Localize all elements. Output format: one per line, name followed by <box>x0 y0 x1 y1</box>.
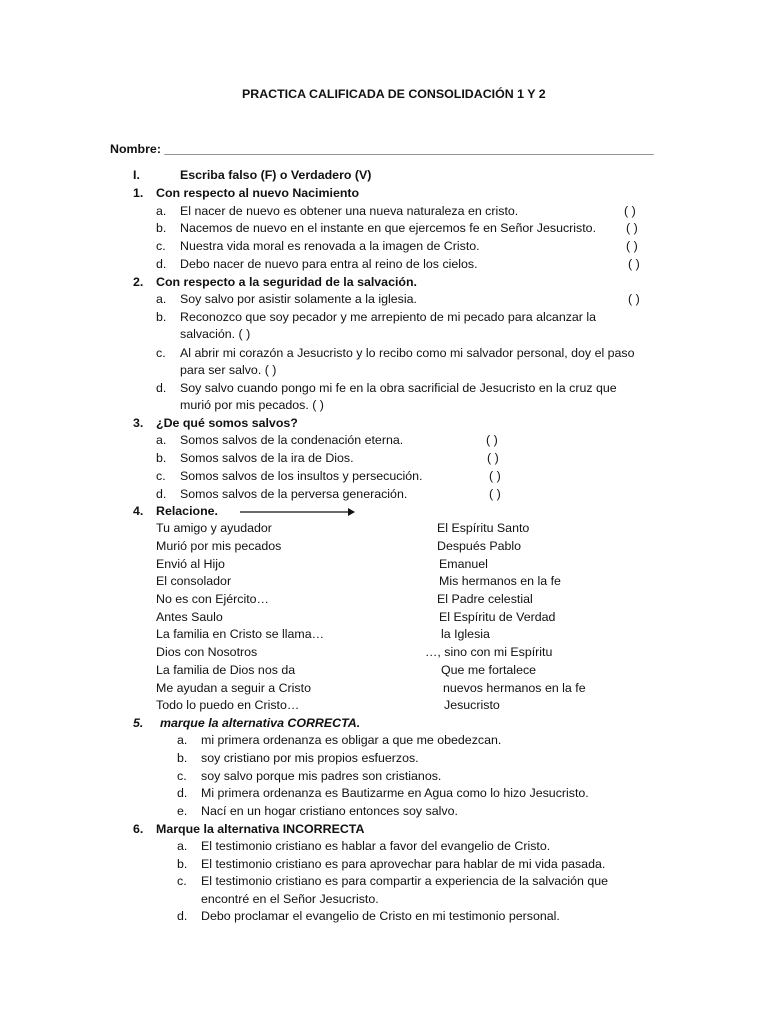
section-instruction: Escriba falso (F) o Verdadero (V) <box>180 168 372 182</box>
match-right-item: Emanuel <box>439 557 488 571</box>
answer-box[interactable]: ( ) <box>487 451 499 465</box>
option-letter: a. <box>177 733 188 747</box>
answer-box[interactable]: ( ) <box>489 469 501 483</box>
answer-box[interactable]: ( ) <box>489 487 501 501</box>
item-text: Soy salvo por asistir solamente a la iglesia. <box>180 292 417 306</box>
option-text[interactable]: El testimonio cristiano es para compartir a experiencia de la salvación que <box>201 874 609 888</box>
answer-box[interactable]: ( ) <box>486 433 498 447</box>
item-text-continued: salvación. ( ) <box>180 327 251 341</box>
page-title: PRACTICA CALIFICADA DE CONSOLIDACIÓN 1 Y 2 <box>242 87 546 101</box>
match-right-item: la Iglesia <box>441 627 490 641</box>
match-right-item: El Espíritu Santo <box>437 521 530 535</box>
match-right-item: Después Pablo <box>437 539 522 553</box>
option-text[interactable]: Mi primera ordenanza es Bautizarme en Agua como lo hizo Jesucristo. <box>201 786 589 800</box>
answer-box[interactable]: ( ) <box>624 204 636 218</box>
item-letter: a. <box>156 204 167 218</box>
item-text: Somos salvos de la ira de Dios. <box>180 451 354 465</box>
match-right-item: Mis hermanos en la fe <box>439 574 561 588</box>
question-number: 2. <box>133 275 144 289</box>
option-letter: e. <box>177 804 188 818</box>
option-text[interactable]: soy salvo porque mis padres son cristianos. <box>201 769 442 783</box>
option-letter: c. <box>177 874 187 888</box>
match-right-item: Que me fortalece <box>441 663 537 677</box>
option-text[interactable]: soy cristiano por mis propios esfuerzos. <box>201 751 419 765</box>
match-left-item: No es con Ejército… <box>156 592 269 606</box>
match-left-item: El consolador <box>156 574 232 588</box>
match-left-item: Todo lo puedo en Cristo… <box>156 698 300 712</box>
match-left-item: Envió al Hijo <box>156 557 225 571</box>
item-text-continued: para ser salvo. ( ) <box>180 363 277 377</box>
item-text: Somos salvos de los insultos y persecución. <box>180 469 423 483</box>
item-letter: c. <box>156 469 166 483</box>
section-number: I. <box>133 168 140 182</box>
question-number: 4. <box>133 504 144 518</box>
option-text[interactable]: mi primera ordenanza es obligar a que me obedezcan. <box>201 733 502 747</box>
item-text: Debo nacer de nuevo para entra al reino de los cielos. <box>180 257 478 271</box>
question-number: 5. <box>133 716 144 730</box>
option-letter: d. <box>177 786 188 800</box>
option-text[interactable]: Nací en un hogar cristiano entonces soy salvo. <box>201 804 458 818</box>
item-letter: b. <box>156 310 167 324</box>
item-text: Nacemos de nuevo en el instante en que ejercemos fe en Señor Jesucristo. <box>180 221 597 235</box>
item-letter: c. <box>156 346 166 360</box>
question-number: 3. <box>133 416 144 430</box>
match-left-item: La familia en Cristo se llama… <box>156 627 325 641</box>
question-heading: marque la alternativa CORRECTA. <box>160 716 361 730</box>
match-left-item: Me ayudan a seguir a Cristo <box>156 681 311 695</box>
option-text[interactable]: Debo proclamar el evangelio de Cristo en mi testimonio personal. <box>201 909 560 923</box>
question-heading: Relacione. <box>156 504 218 518</box>
answer-box[interactable]: ( ) <box>626 221 638 235</box>
match-left-item: Dios con Nosotros <box>156 645 258 659</box>
answer-box[interactable]: ( ) <box>628 257 640 271</box>
item-text: Nuestra vida moral es renovada a la imagen de Cristo. <box>180 239 480 253</box>
option-letter: c. <box>177 769 187 783</box>
question-heading: ¿De qué somos salvos? <box>156 416 298 430</box>
item-text: El nacer de nuevo es obtener una nueva naturaleza en cristo. <box>180 204 519 218</box>
item-letter: b. <box>156 221 167 235</box>
item-letter: d. <box>156 381 167 395</box>
question-heading: Con respecto al nuevo Nacimiento <box>156 186 360 200</box>
item-letter: d. <box>156 257 167 271</box>
question-heading: Marque la alternativa INCORRECTA <box>156 822 365 836</box>
item-text: Somos salvos de la condenación eterna. <box>180 433 404 447</box>
arrow-right-icon <box>240 506 356 518</box>
item-text: Somos salvos de la perversa generación. <box>180 487 408 501</box>
answer-box[interactable]: ( ) <box>626 239 638 253</box>
question-number: 1. <box>133 186 144 200</box>
item-text: Soy salvo cuando pongo mi fe en la obra sacrificial de Jesucristo en la cruz que <box>180 381 617 395</box>
option-letter: b. <box>177 751 188 765</box>
option-text[interactable]: El testimonio cristiano es para aprovechar para hablar de mi vida pasada. <box>201 857 606 871</box>
match-right-item: Jesucristo <box>444 698 500 712</box>
option-letter: d. <box>177 909 188 923</box>
item-letter: c. <box>156 239 166 253</box>
item-text-continued: murió por mis pecados. ( ) <box>180 398 324 412</box>
match-right-item: …, sino con mi Espíritu <box>425 645 553 659</box>
item-letter: d. <box>156 487 167 501</box>
match-left-item: Tu amigo y ayudador <box>156 521 272 535</box>
item-letter: a. <box>156 433 167 447</box>
match-left-item: Antes Saulo <box>156 610 223 624</box>
option-text-continued[interactable]: encontré en el Señor Jesucristo. <box>201 892 379 906</box>
match-left-item: La familia de Dios nos da <box>156 663 296 677</box>
option-letter: b. <box>177 857 188 871</box>
option-text[interactable]: El testimonio cristiano es hablar a favor del evangelio de Cristo. <box>201 839 551 853</box>
option-letter: a. <box>177 839 188 853</box>
item-letter: b. <box>156 451 167 465</box>
match-right-item: El Padre celestial <box>437 592 533 606</box>
name-field-line[interactable]: Nombre: _______________________________________________________________________ <box>110 142 654 156</box>
item-letter: a. <box>156 292 167 306</box>
item-text: Al abrir mi corazón a Jesucristo y lo recibo como mi salvador personal, doy el paso <box>180 346 635 360</box>
question-heading: Con respecto a la seguridad de la salvación. <box>156 275 417 289</box>
match-left-item: Murió por mis pecados <box>156 539 282 553</box>
question-number: 6. <box>133 822 144 836</box>
match-right-item: El Espíritu de Verdad <box>439 610 556 624</box>
answer-box[interactable]: ( ) <box>628 292 640 306</box>
match-right-item: nuevos hermanos en la fe <box>443 681 586 695</box>
item-text: Reconozco que soy pecador y me arrepiento de mi pecado para alcanzar la <box>180 310 597 324</box>
